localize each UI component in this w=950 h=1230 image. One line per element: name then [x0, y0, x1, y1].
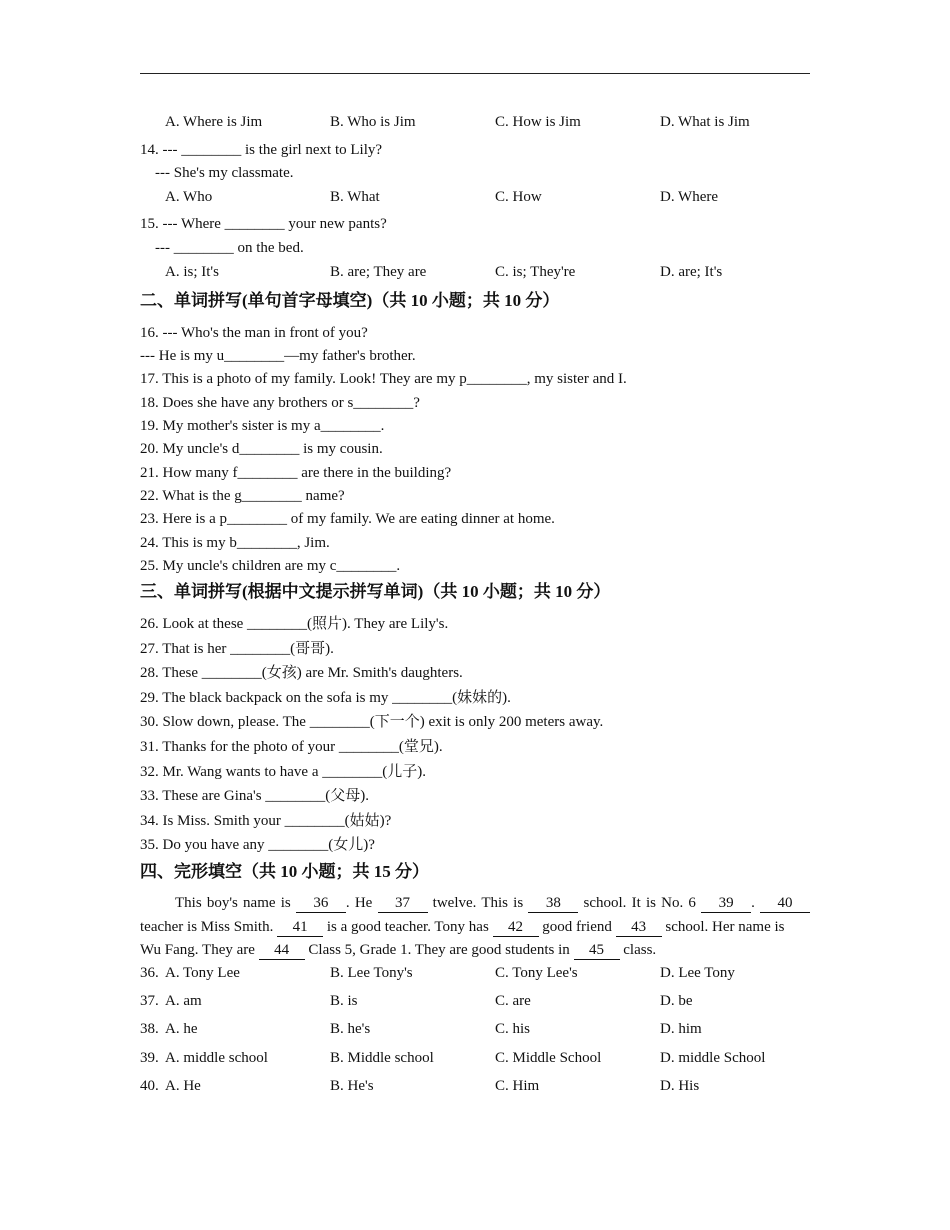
option-d: D. be	[660, 993, 693, 1009]
option-c: C. How	[495, 189, 542, 205]
option-d: D. Lee Tony	[660, 965, 735, 981]
option-a: A. Where is Jim	[165, 114, 263, 130]
q38-options	[0, 1019, 950, 1039]
option-d: D. What is Jim	[660, 114, 750, 130]
list-item: 34. Is Miss. Smith your ________(姑姑)?	[140, 813, 392, 829]
list-item: 26. Look at these ________(照片). They are Lily's.	[140, 616, 449, 632]
option-c: C. are	[495, 993, 531, 1009]
blank-43: 43	[616, 919, 662, 937]
list-item: 32. Mr. Wang wants to have a ________(儿子).	[140, 764, 426, 780]
blank-41: 41	[277, 919, 323, 937]
section2-heading: 二、单词拼写(单句首字母填空)（共 10 小题；共 10 分）	[140, 291, 560, 310]
blank-45: 45	[574, 942, 620, 960]
list-item: 35. Do you have any ________(女儿)?	[140, 837, 375, 853]
q14-question: 14. --- ________ is the girl next to Lily?	[140, 142, 383, 158]
option-c: C. Middle School	[495, 1050, 602, 1066]
option-b: B. Who is Jim	[330, 114, 416, 130]
option-a: A. is; It's	[165, 264, 219, 280]
list-item: 19. My mother's sister is my a________.	[140, 418, 385, 434]
list-item: 30. Slow down, please. The ________(下一个) exit is only 200 meters away.	[140, 714, 604, 730]
blank-44: 44	[259, 942, 305, 960]
option-c: C. Tony Lee's	[495, 965, 578, 981]
option-b: B. are; They are	[330, 264, 427, 280]
option-c: C. Him	[495, 1078, 540, 1094]
q15-question: 15. --- Where ________ your new pants?	[140, 216, 387, 232]
option-b: B. What	[330, 189, 380, 205]
option-d: D. him	[660, 1021, 702, 1037]
option-d: D. middle School	[660, 1050, 766, 1066]
list-item: 24. This is my b________, Jim.	[140, 535, 330, 551]
q40-options	[0, 1076, 950, 1096]
section4-heading: 四、完形填空（共 10 小题；共 15 分）	[140, 862, 429, 881]
option-a: A. middle school	[165, 1050, 268, 1066]
q15-answer: --- ________ on the bed.	[155, 240, 304, 256]
option-c: C. is; They're	[495, 264, 576, 280]
option-d: D. Where	[660, 189, 719, 205]
list-item: 27. That is her ________(哥哥).	[140, 641, 334, 657]
option-b: B. He's	[330, 1078, 374, 1094]
option-a: A. He	[165, 1078, 201, 1094]
option-b: B. Lee Tony's	[330, 965, 413, 981]
list-item: 23. Here is a p________ of my family. We are eating dinner at home.	[140, 511, 555, 527]
header-rule	[140, 73, 810, 74]
question-number: 37.	[140, 993, 159, 1009]
q14-options	[0, 187, 950, 207]
question-number: 38.	[140, 1021, 159, 1037]
cloze-passage: This boy's name is 36 . He 37 twelve. This is 38 school. It is No. 6 39 . 40 teacher is Miss Smith. 41 is a good teacher. Tony has 42 good friend 43 school. Her name is Wu Fang. They are 44 Class 5, Grade 1. They are good students in 45 class.	[140, 892, 810, 963]
blank-37: 37	[378, 895, 428, 913]
q39-options	[0, 1048, 950, 1068]
option-c: C. his	[495, 1021, 531, 1037]
list-item: 16. --- Who's the man in front of you?	[140, 325, 368, 341]
list-item: 25. My uncle's children are my c________.	[140, 558, 401, 574]
blank-38: 38	[528, 895, 578, 913]
list-item: 22. What is the g________ name?	[140, 488, 345, 504]
section3-heading: 三、单词拼写(根据中文提示拼写单词)（共 10 小题；共 10 分）	[140, 582, 611, 601]
blank-36: 36	[296, 895, 346, 913]
list-item: 28. These ________(女孩) are Mr. Smith's daughters.	[140, 665, 463, 681]
q14-answer: --- She's my classmate.	[155, 165, 294, 181]
list-item: 17. This is a photo of my family. Look! They are my p________, my sister and I.	[140, 371, 627, 387]
list-item: 29. The black backpack on the sofa is my ________(妹妹的).	[140, 690, 511, 706]
option-a: A. Tony Lee	[165, 965, 240, 981]
q36-options	[0, 963, 950, 983]
option-a: A. Who	[165, 189, 213, 205]
q37-options	[0, 991, 950, 1011]
list-item: 31. Thanks for the photo of your ________(堂兄).	[140, 739, 443, 755]
option-c: C. How is Jim	[495, 114, 581, 130]
blank-39: 39	[701, 895, 751, 913]
option-b: B. he's	[330, 1021, 371, 1037]
list-item: 18. Does she have any brothers or s________?	[140, 395, 420, 411]
list-item: 20. My uncle's d________ is my cousin.	[140, 441, 383, 457]
blank-40: 40	[760, 895, 810, 913]
blank-42: 42	[493, 919, 539, 937]
list-item: --- He is my u________—my father's brother.	[140, 348, 416, 364]
question-number: 39.	[140, 1050, 159, 1066]
option-b: B. Middle school	[330, 1050, 434, 1066]
list-item: 33. These are Gina's ________(父母).	[140, 788, 370, 804]
list-item: 21. How many f________ are there in the building?	[140, 465, 452, 481]
option-d: D. are; It's	[660, 264, 723, 280]
q13-options	[0, 112, 950, 132]
question-number: 40.	[140, 1078, 159, 1094]
option-d: D. His	[660, 1078, 700, 1094]
option-b: B. is	[330, 993, 358, 1009]
q15-options	[0, 262, 950, 282]
question-number: 36.	[140, 965, 159, 981]
option-a: A. he	[165, 1021, 198, 1037]
option-a: A. am	[165, 993, 202, 1009]
